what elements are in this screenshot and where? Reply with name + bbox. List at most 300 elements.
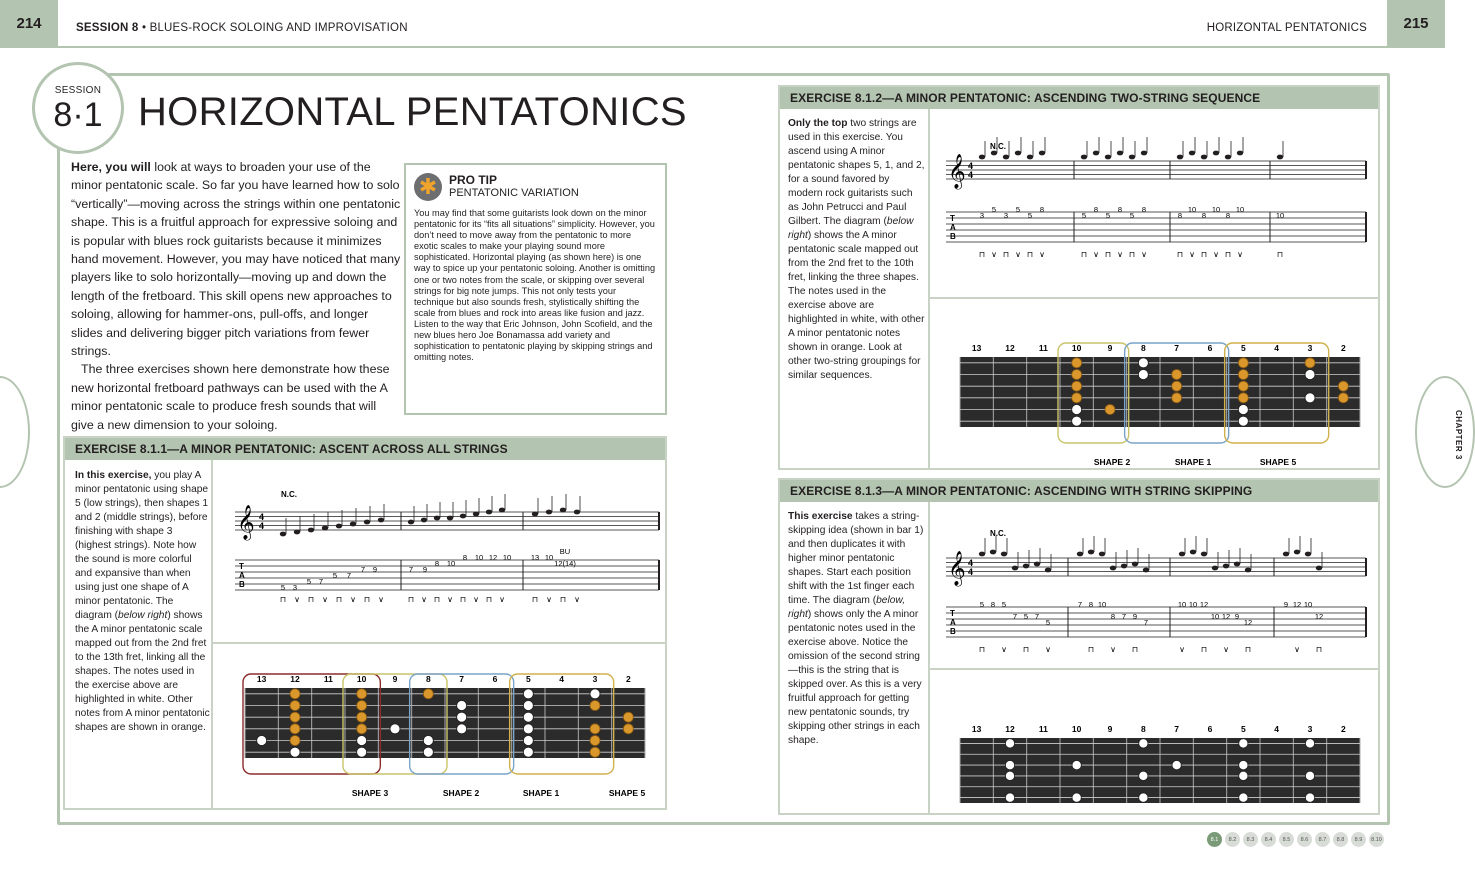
note-head [1015, 151, 1021, 156]
session-label: SESSION 8 [76, 22, 139, 34]
note-head [1012, 566, 1018, 571]
note-head [1121, 564, 1127, 569]
chapter-label-right: CHAPTER 3 [1454, 410, 1463, 460]
note-head [1077, 552, 1083, 557]
note-head [1105, 155, 1111, 160]
badge-session-number: 8·1 [53, 95, 103, 134]
pick-stroke-icon: ∨ [1093, 250, 1099, 259]
exercise-1-panel [63, 436, 667, 810]
fret-number: 5 [1240, 343, 1246, 353]
scale-note-dot [1072, 416, 1082, 426]
pick-stroke-icon: ⊓ [559, 595, 567, 604]
exercise-2-body2: ) shows the A minor pentatonic scale mapped out from the 2nd fret to the 10th fret, linking the three shapes. The notes used in the exercise above are highlighted in white, with other A minor pentatonic notes shown in orange. Look at other two-string groupings for similar sequences. [788, 230, 925, 381]
scale-note-dot [423, 736, 433, 746]
exercise-1-tab-numbers [281, 547, 576, 592]
fret-number: 6 [1207, 724, 1213, 734]
scale-note-dot [1072, 393, 1082, 403]
pick-stroke-icon: ⊓ [485, 595, 493, 604]
note-head [1294, 550, 1300, 555]
nc-label: N.C. [990, 142, 1006, 151]
exercise-2-panel [778, 85, 1380, 470]
time-sig-bottom: 4 [259, 521, 265, 531]
shape-label: SHAPE 5 [608, 788, 646, 798]
time-sig-bottom: 4 [968, 567, 974, 577]
pick-stroke-icon: ∨ [1223, 645, 1229, 654]
time-sig-top: 4 [968, 161, 974, 171]
scale-note-dot [1305, 358, 1315, 368]
exercise-2-italic: below right [788, 216, 914, 241]
pick-stroke-icon: ⊓ [1026, 250, 1034, 259]
fret-number: 11 [1038, 724, 1048, 734]
pick-stroke-icon: ⊓ [978, 645, 986, 654]
scale-note-dot [1072, 358, 1082, 368]
pick-stroke-icon: ⊓ [1022, 645, 1030, 654]
tab-number: 8 [1141, 205, 1147, 214]
fret-number: 2 [1340, 724, 1346, 734]
fret-number: 5 [525, 674, 531, 684]
tab-number: 7 [1012, 612, 1018, 621]
note-head [1189, 151, 1195, 156]
tab-number: 8 [1201, 211, 1207, 220]
tab-a: A [950, 223, 956, 232]
pick-stroke-icon: ⊓ [1128, 250, 1136, 259]
note-head [1117, 151, 1123, 156]
pro-tip-body: You may find that some guitarists look down on the minor pentatonic for its “fits all situations” simplicity. However, you don’t need to move away from the pentatonic to more exotic scales to make your playing sound more sophisticated. Horizontal playing (as shown here) is one way to spice up your pentatonic soloing. Another is omitting one or two notes from the scale, or skipping over several strings for big note jumps. This not only tests your technique but also sounds fresh, stylistically shifting the scale from blues and rock into areas like fusion and jazz. Listen to the way that Eric Johnson, John Scofield, and the new blues hero Joe Bonamassa add variety and sophistication to pentatonic playing by skipping strings and omitting notes. [414, 208, 656, 363]
scale-note-dot [523, 736, 533, 746]
scale-note-dot [1239, 760, 1248, 769]
shape-label: SHAPE 2 [1093, 457, 1131, 467]
pick-stroke-icon: ⊓ [459, 595, 467, 604]
note-head [280, 532, 286, 537]
scale-note-dot [623, 712, 633, 722]
scale-note-dot [1005, 793, 1014, 802]
scale-note-dot [590, 701, 600, 711]
fret-number: 13 [971, 724, 982, 734]
tab-number: 10 [1187, 205, 1197, 214]
note-head [473, 512, 479, 517]
tab-number: 12 [1243, 618, 1253, 627]
scale-note-dot [523, 747, 533, 757]
session-nav-dot[interactable]: 8.10 [1369, 832, 1384, 847]
scale-note-dot [1138, 358, 1148, 368]
note-head [546, 510, 552, 515]
tab-number: 10 [1211, 205, 1221, 214]
shape-label: SHAPE 2 [442, 788, 480, 798]
scale-note-dot [1139, 793, 1148, 802]
note-head [1093, 151, 1099, 156]
pick-stroke-icon: ∨ [1117, 250, 1123, 259]
session-nav-dot[interactable]: 8.6 [1297, 832, 1312, 847]
note-head [1099, 552, 1105, 557]
fret-number: 2 [625, 674, 631, 684]
tab-number: 7 [346, 571, 352, 580]
tab-number: 8 [1093, 205, 1099, 214]
tab-lines [946, 607, 1366, 637]
note-head [1223, 564, 1229, 569]
pick-stroke-icon: ⊓ [1200, 645, 1208, 654]
pick-stroke-icon: ∨ [350, 595, 356, 604]
fret-number: 3 [592, 674, 598, 684]
scale-note-dot [1305, 739, 1314, 748]
exercise-3-notation [932, 522, 1378, 662]
time-sig-top: 4 [259, 512, 265, 522]
tab-number: 9 [1283, 600, 1289, 609]
pick-stroke-icon: ∨ [1294, 645, 1300, 654]
tab-number: 10 [1235, 205, 1245, 214]
exercise-3-pick-strokes [979, 645, 1322, 654]
tab-number: 10 [474, 553, 484, 562]
tab-t: T [239, 562, 244, 571]
scale-note-dot [1072, 381, 1082, 391]
scale-note-dot [1238, 358, 1248, 368]
tab-number: 9 [372, 565, 378, 574]
treble-clef-icon: 𝄞 [948, 552, 966, 585]
scale-note-dot [257, 736, 267, 746]
note-head [486, 510, 492, 515]
note-head [364, 520, 370, 525]
note-head [1201, 155, 1207, 160]
note-head [1190, 550, 1196, 555]
session-nav-dot[interactable]: 8.7 [1315, 832, 1330, 847]
tab-number: 8 [434, 559, 440, 568]
tab-number: 10 [1275, 211, 1285, 220]
scale-note-dot [1305, 771, 1314, 780]
scale-note-dot [357, 724, 367, 734]
tab-number: 12(14) [554, 559, 576, 568]
shape-label: SHAPE 1 [522, 788, 560, 798]
header-bar [0, 0, 1445, 48]
intro-text [71, 158, 401, 434]
exercise-3-panel [778, 478, 1380, 815]
scale-note-dot [1238, 370, 1248, 380]
tab-number: 3 [292, 583, 298, 592]
tab-number: 5 [1081, 211, 1087, 220]
fret-number: 7 [1174, 724, 1180, 734]
nc-label: N.C. [990, 529, 1006, 538]
tab-number: 9 [1234, 612, 1240, 621]
scale-note-dot [390, 724, 400, 734]
tab-number: 12 [488, 553, 498, 562]
note-head [1213, 151, 1219, 156]
exercise-2-divider [930, 297, 1378, 299]
scale-note-dot [457, 701, 467, 711]
note-head [1081, 155, 1087, 160]
note-head [499, 508, 505, 513]
tab-number: 12 [1221, 612, 1231, 621]
exercise-1-notation [215, 478, 665, 640]
time-sig-top: 4 [968, 558, 974, 568]
scale-note-dot [1172, 760, 1181, 769]
note-head [308, 528, 314, 533]
pick-stroke-icon: ⊓ [1224, 250, 1232, 259]
fret-number: 8 [1140, 724, 1146, 734]
note-head [1132, 562, 1138, 567]
exercise-2-fretboard [950, 327, 1370, 467]
session-navigator [1207, 832, 1384, 847]
note-head [1177, 155, 1183, 160]
session-nav-dot[interactable]: 8.8 [1333, 832, 1348, 847]
scale-note-dot [1072, 370, 1082, 380]
tab-number: 5 [1027, 211, 1033, 220]
pick-stroke-icon: ⊓ [1276, 250, 1284, 259]
exercise-3-title: EXERCISE 8.1.3—A MINOR PENTATONIC: ASCENDING WITH STRING SKIPPING [780, 480, 1378, 502]
fret-number: 8 [425, 674, 431, 684]
note-head [1245, 568, 1251, 573]
pick-stroke-icon: ∨ [322, 595, 328, 604]
scale-note-dot [1338, 381, 1348, 391]
note-head [1179, 552, 1185, 557]
session-nav-dot[interactable]: 8.2 [1225, 832, 1240, 847]
exercise-3-fretboard [950, 708, 1370, 808]
note-head [1023, 564, 1029, 569]
pick-stroke-icon: ⊓ [1315, 645, 1323, 654]
fret-number: 10 [1071, 343, 1082, 353]
scale-note-dot [1239, 771, 1248, 780]
note-head [1316, 566, 1322, 571]
tab-number: 9 [1132, 612, 1138, 621]
scale-note-dot [357, 712, 367, 722]
scale-note-dot [1005, 760, 1014, 769]
running-head-right: HORIZONTAL PENTATONICS [1206, 22, 1367, 34]
fret-number: 6 [492, 674, 498, 684]
tab-number: 5 [306, 577, 312, 586]
staff-lines [946, 161, 1366, 179]
pick-stroke-icon: ∨ [1213, 250, 1219, 259]
tab-number: 10 [1303, 600, 1313, 609]
scale-note-dot [1338, 393, 1348, 403]
scale-note-dot [457, 724, 467, 734]
exercise-1-body2: ) shows the A minor pentatonic scale mapped out from the 2nd fret to the 13th fret, linking all the shapes. The notes used in the exercise above are highlighted in white. Other notes from A minor pentatonic shapes are shown in orange. [75, 610, 210, 733]
shape-label: SHAPE 1 [1174, 457, 1212, 467]
scale-note-dot [1072, 793, 1081, 802]
fret-number: 9 [1107, 343, 1113, 353]
scale-note-dot [623, 724, 633, 734]
note-head [1201, 552, 1207, 557]
chapter-tab-right [1415, 376, 1475, 488]
tab-number: 5 [1023, 612, 1029, 621]
intro-p1: look at ways to broaden your use of the minor pentatonic scale. So far you have learned how to solo “vertically”—moving across the strings within one pentatonic shape. This is a fruitful approach for expressive soloing and is popular with blues rock guitarists because it minimizes hand movement. However, you may have noticed that many players like to solo horizontally—moving up and down the length of the fretboard. This skill opens new approaches to soloing, allowing for hammer-ons, pull-offs, and longer slides and delivering bigger pitch variations from fewer strings. [71, 160, 401, 359]
exercise-2-body: two strings are used in this exercise. You ascend using A minor pentatonic shapes 5, 1, and 2, for a sound favored by modern rock guitarists such as John Petrucci and Paul Gilbert. The diagram ( [788, 118, 925, 227]
note-head [378, 518, 384, 523]
scale-note-dot [1005, 739, 1014, 748]
scale-note-dot [357, 747, 367, 757]
fret-number: 8 [1140, 343, 1146, 353]
note-head [460, 514, 466, 519]
fret-number: 7 [1174, 343, 1180, 353]
pick-stroke-icon: ⊓ [433, 595, 441, 604]
tab-number: 8 [1088, 600, 1094, 609]
fret-number: 13 [256, 674, 267, 684]
tab-number: 7 [1034, 612, 1040, 621]
tab-number: 8 [1117, 205, 1123, 214]
fret-number: 12 [1005, 343, 1015, 353]
tab-number: 7 [318, 577, 324, 586]
scale-note-dot [1139, 739, 1148, 748]
pick-stroke-icon: ⊓ [1002, 250, 1010, 259]
scale-note-dot [290, 724, 300, 734]
note-head [1039, 151, 1045, 156]
pick-stroke-icon: ⊓ [531, 595, 539, 604]
pick-stroke-icon: ∨ [991, 250, 997, 259]
pick-stroke-icon: ∨ [1015, 250, 1021, 259]
tab-a: A [950, 618, 956, 627]
tab-b: B [950, 627, 956, 636]
exercise-1-italic: below right [118, 610, 168, 621]
shape-label: SHAPE 5 [1259, 457, 1297, 467]
note-head [574, 510, 580, 515]
pick-stroke-icon: ⊓ [307, 595, 315, 604]
note-head [421, 518, 427, 523]
tab-number: 13 [530, 553, 540, 562]
scale-note-dot [1072, 760, 1081, 769]
fret-number: 4 [559, 674, 565, 684]
tab-number: BU [559, 547, 571, 556]
pick-stroke-icon: ∨ [1039, 250, 1045, 259]
tab-b: B [239, 580, 245, 589]
tab-number: 3 [1003, 211, 1009, 220]
scale-note-dot [1305, 393, 1315, 403]
scale-note-dot [1105, 405, 1115, 415]
pick-stroke-icon: ⊓ [1244, 645, 1252, 654]
note-head [990, 550, 996, 555]
tab-number: 8 [1039, 205, 1045, 214]
exercise-2-pick-strokes [979, 250, 1283, 259]
tab-number: 5 [1001, 600, 1007, 609]
pick-stroke-icon: ⊓ [1131, 645, 1139, 654]
pick-stroke-icon: ∨ [294, 595, 300, 604]
note-head [1027, 155, 1033, 160]
asterisk-icon: ✱ [414, 173, 442, 201]
fret-number: 5 [1240, 724, 1246, 734]
exercise-2-text [788, 117, 926, 383]
note-head [1034, 562, 1040, 567]
exercise-1-text [75, 469, 210, 735]
left-page-number: 214 [0, 0, 58, 46]
pick-stroke-icon: ⊓ [363, 595, 371, 604]
fret-number: 3 [1307, 343, 1313, 353]
note-head [1143, 568, 1149, 573]
running-head-left [76, 22, 408, 34]
tab-number: 8 [1110, 612, 1116, 621]
note-head [1003, 155, 1009, 160]
note-head [322, 526, 328, 531]
pick-stroke-icon: ∨ [1237, 250, 1243, 259]
note-head [532, 512, 538, 517]
staff-lines [235, 512, 659, 530]
tab-number: 8 [462, 553, 468, 562]
tab-number: 5 [1015, 205, 1021, 214]
session-nav-dot[interactable]: 8.9 [1351, 832, 1366, 847]
pick-stroke-icon: ∨ [1045, 645, 1051, 654]
scale-note-dot [1305, 793, 1314, 802]
exercise-3-lead: This exercise [788, 511, 853, 522]
pro-tip-subtitle: PENTATONIC VARIATION [449, 187, 579, 199]
badge-session-label: SESSION [54, 84, 102, 96]
tab-t: T [950, 609, 955, 618]
tab-number: 7 [360, 565, 366, 574]
intro-paragraph-2: The three exercises shown here demonstrate how these new horizontal fretboard pathways can be used with the A minor pentatonic scale to produce fresh sounds that will give a new dimension to your soloing. [71, 362, 390, 432]
note-head [1234, 562, 1240, 567]
tab-number: 10 [502, 553, 512, 562]
session-nav-dot[interactable]: 8.1 [1207, 832, 1222, 847]
exercise-1-lead: In this exercise, [75, 470, 152, 481]
scale-note-dot [457, 712, 467, 722]
intro-lead: Here, you will [71, 160, 151, 174]
tab-number: 10 [1177, 600, 1187, 609]
note-head [560, 508, 566, 513]
exercise-1-body: you play A minor pentatonic using shape 5 (low strings), then shapes 1 and 2 (middle strings), before finishing with shape 3 (highest strings). Note how the sound is more colorful and expansive than when using just one shape of A minor pentatonic. The diagram ( [75, 470, 209, 621]
session-nav-dot[interactable]: 8.5 [1279, 832, 1294, 847]
note-head [336, 524, 342, 529]
tab-number: 5 [1105, 211, 1111, 220]
pick-stroke-icon: ∨ [473, 595, 479, 604]
pick-stroke-icon: ∨ [1179, 645, 1185, 654]
session-nav-dot[interactable]: 8.4 [1261, 832, 1276, 847]
scale-note-dot [1238, 405, 1248, 415]
scale-note-dot [423, 689, 433, 699]
note-head [1001, 552, 1007, 557]
shape-label: SHAPE 3 [351, 788, 389, 798]
note-head [1110, 566, 1116, 571]
scale-note-dot [357, 736, 367, 746]
scale-note-dot [1239, 739, 1248, 748]
pick-stroke-icon: ⊓ [978, 250, 986, 259]
pick-stroke-icon: ∨ [447, 595, 453, 604]
pick-stroke-icon: ∨ [499, 595, 505, 604]
note-head [1283, 552, 1289, 557]
exercise-3-tab-numbers [980, 600, 1323, 627]
session-nav-dot[interactable]: 8.3 [1243, 832, 1258, 847]
scale-note-dot [290, 712, 300, 722]
tab-number: 7 [1077, 600, 1083, 609]
pick-stroke-icon: ⊓ [1200, 250, 1208, 259]
note-head [1305, 552, 1311, 557]
pro-tip-label: PRO TIP [449, 173, 498, 187]
tab-number: 10 [446, 559, 456, 568]
note-head [979, 552, 985, 557]
scale-note-dot [1172, 393, 1182, 403]
exercise-1-fretboard [235, 658, 655, 798]
tab-number: 12 [1292, 600, 1302, 609]
note-head [1277, 155, 1283, 160]
nc-label: N.C. [281, 490, 297, 499]
chapter-label-left [0, 406, 1, 456]
note-head [1045, 568, 1051, 573]
scale-note-dot [590, 747, 600, 757]
scale-note-dot [1072, 405, 1082, 415]
pick-stroke-icon: ∨ [1141, 250, 1147, 259]
tab-lines [946, 212, 1366, 242]
fret-number: 2 [1340, 343, 1346, 353]
tab-b: B [950, 232, 956, 241]
pick-stroke-icon: ∨ [378, 595, 384, 604]
pick-stroke-icon: ∨ [1110, 645, 1116, 654]
tab-number: 9 [422, 565, 428, 574]
tab-number: 10 [1210, 612, 1220, 621]
exercise-3-divider [930, 668, 1378, 670]
bullet: • [141, 22, 147, 34]
tab-number: 3 [979, 211, 985, 220]
fret-number: 12 [290, 674, 300, 684]
pick-stroke-icon: ∨ [421, 595, 427, 604]
chapter-tab-left [0, 376, 30, 488]
exercise-2-lead: Only the top [788, 118, 848, 129]
scale-note-dot [1238, 416, 1248, 426]
tab-number: 7 [408, 565, 414, 574]
right-page-number: 215 [1387, 0, 1445, 46]
intro-paragraph-1 [71, 158, 401, 360]
time-sig-bottom: 4 [968, 170, 974, 180]
